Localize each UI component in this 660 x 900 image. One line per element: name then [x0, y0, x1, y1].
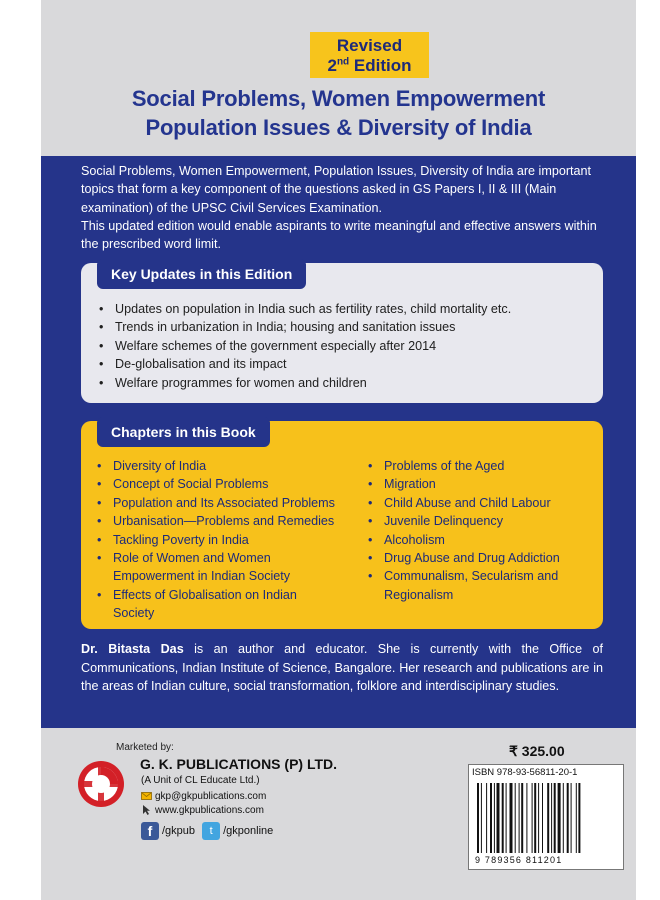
chapter-item: • Effects of Globalisation on Indian Society [95, 586, 335, 623]
publisher-email: gkp@gkpublications.com [155, 791, 267, 802]
chapter-item: • Concept of Social Problems [95, 475, 335, 493]
chapter-item: • Drug Abuse and Drug Addiction [366, 549, 560, 567]
barcode-bar [563, 783, 564, 853]
chapters-list-left [95, 457, 335, 623]
book-title-line1: Social Problems, Women Empowerment [131, 86, 546, 111]
chapters-panel [81, 421, 603, 629]
publisher-email-row[interactable] [141, 791, 266, 802]
barcode-bar [506, 783, 507, 853]
badge-line2 [310, 56, 429, 76]
edition-superscript: nd [336, 56, 350, 68]
barcode-bar [542, 783, 543, 853]
book-title-line2: Population Issues & Diversity of India [145, 115, 532, 140]
list-item: • Welfare schemes of the government especially after 2014 [97, 337, 511, 355]
publisher-unit: (A Unit of CL Educate Ltd.) [141, 775, 260, 786]
twitter-icon[interactable]: t [202, 822, 220, 840]
chapter-item: • Population and Its Associated Problems [95, 494, 335, 512]
twitter-handle[interactable]: /gkponline [223, 825, 274, 837]
chapters-heading: Chapters in this Book [97, 417, 270, 447]
barcode-bar [477, 783, 479, 853]
chapter-item: • Child Abuse and Child Labour [366, 494, 560, 512]
publisher-website: www.gkpublications.com [155, 805, 264, 816]
isbn-barcode [468, 764, 624, 870]
barcode-bar [576, 783, 577, 853]
marketed-by-label: Marketed by: [116, 742, 174, 753]
social-links [141, 822, 273, 840]
barcode-bar [497, 783, 500, 853]
chapter-item: • Diversity of India [95, 457, 335, 475]
facebook-handle[interactable]: /gkpub [162, 825, 196, 837]
edition-number: 2 [327, 56, 337, 75]
chapter-item: • Alcoholism [366, 531, 560, 549]
key-updates-panel [81, 263, 603, 403]
chapter-item: • Role of Women and Women Empowerment in Indian Society [95, 549, 335, 586]
gkp-logo [76, 759, 126, 809]
barcode-bar [578, 783, 580, 853]
intro-text [81, 162, 603, 253]
barcode-bar [515, 783, 516, 853]
barcode-bar [490, 783, 492, 853]
chapter-item: • Juvenile Delinquency [366, 512, 560, 530]
facebook-icon[interactable]: f [141, 822, 159, 840]
list-item: • De-globalisation and its impact [97, 355, 511, 373]
barcode-bar [502, 783, 504, 853]
price-label: ₹ 325.00 [509, 743, 565, 759]
chapter-item: • Urbanisation—Problems and Remedies [95, 512, 335, 530]
barcode-bar [558, 783, 561, 853]
blue-content-band [41, 156, 636, 728]
barcode-bar [526, 783, 527, 853]
barcode-bar [554, 783, 556, 853]
list-item: • Welfare programmes for women and children [97, 374, 511, 392]
barcode-bars [477, 783, 617, 853]
revised-edition-badge [310, 32, 429, 78]
barcode-bar [567, 783, 569, 853]
edition-word: Edition [349, 56, 412, 75]
intro-paragraph-1: Social Problems, Women Empowerment, Population Issues, Diversity of India are important topics that form a key component of the questions asked in GS Papers I, II & III (Main examination) of the UPSC Civil Services Examination. [81, 164, 592, 215]
key-updates-heading: Key Updates in this Edition [97, 259, 306, 289]
barcode-bar [481, 783, 482, 853]
list-item: • Trends in urbanization in India; housing and sanitation issues [97, 318, 511, 336]
barcode-bar [519, 783, 520, 853]
list-item: • Updates on population in India such as fertility rates, child mortality etc. [97, 300, 511, 318]
barcode-bar [510, 783, 513, 853]
mail-icon [141, 791, 152, 801]
publisher-name: G. K. PUBLICATIONS (P) LTD. [140, 756, 338, 772]
isbn-label: ISBN 978-93-56811-20-1 [472, 767, 578, 778]
chapter-item: • Migration [366, 475, 560, 493]
author-bio-text: is an author and educator. She is currently with the Office of Communications, Indian Institute of Science, Bangalore. Her research and publications are in the areas of Indian culture, social transformation, folklore and interdisciplinary studies. [81, 642, 603, 694]
barcode-bar [571, 783, 572, 853]
author-bio [81, 640, 603, 696]
barcode-bar [532, 783, 533, 853]
publisher-website-row[interactable] [141, 805, 264, 816]
badge-line1: Revised [336, 36, 403, 55]
barcode-bar [534, 783, 536, 853]
isbn-digits: 9 789356 811201 [475, 855, 563, 865]
chapter-item: • Tackling Poverty in India [95, 531, 335, 549]
intro-paragraph-2: This updated edition would enable aspirants to write meaningful and effective answers within the prescribed word limit. [81, 218, 597, 252]
barcode-bar [551, 783, 552, 853]
barcode-bar [547, 783, 549, 853]
book-back-cover [41, 0, 636, 900]
barcode-bar [538, 783, 539, 853]
barcode-bar [486, 783, 487, 853]
chapter-item: • Communalism, Secularism and Regionalism [366, 567, 560, 604]
barcode-bar [521, 783, 523, 853]
barcode-bar [494, 783, 495, 853]
cursor-icon [141, 805, 152, 815]
key-updates-list [97, 300, 511, 392]
author-name: Dr. Bitasta Das [81, 642, 184, 656]
chapters-list-right [366, 457, 560, 604]
chapter-item: • Problems of the Aged [366, 457, 560, 475]
